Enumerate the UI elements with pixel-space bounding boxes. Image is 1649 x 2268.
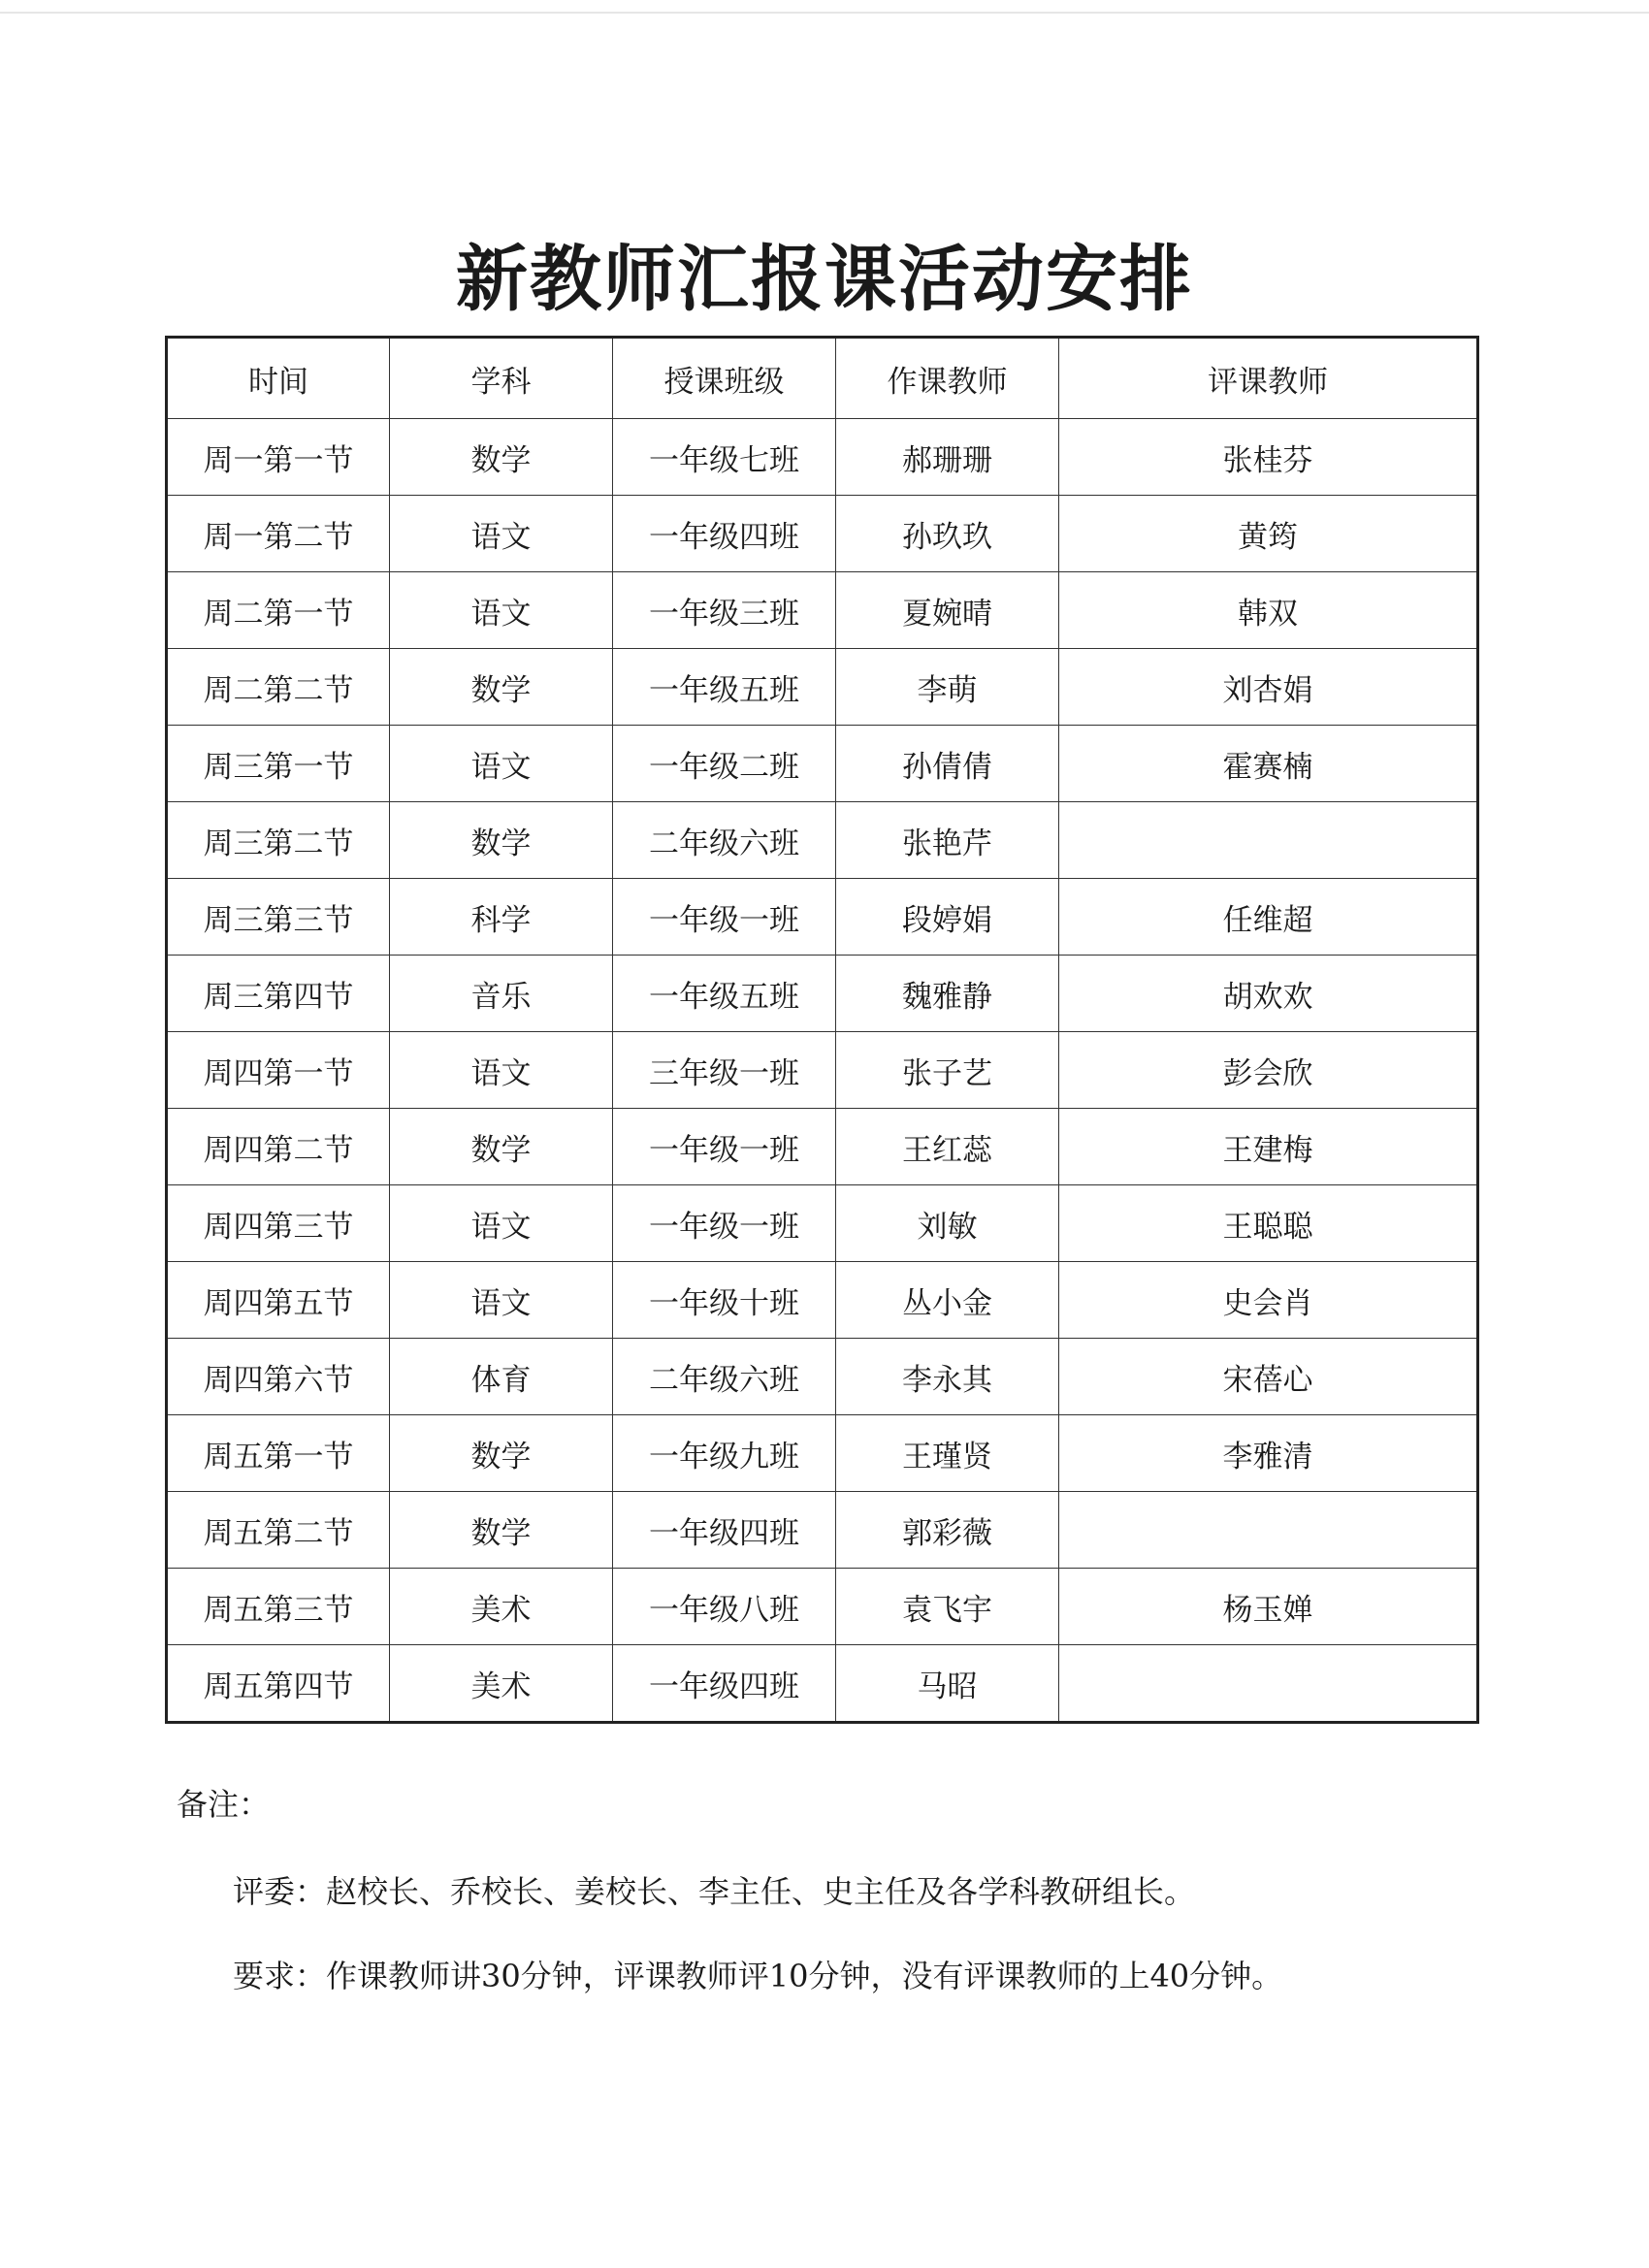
table-row — [167, 649, 1478, 726]
cell-reviewer: 黄筠 — [1059, 496, 1478, 572]
cell-teacher: 夏婉晴 — [836, 572, 1059, 649]
table-row — [167, 1185, 1478, 1262]
table-header-row — [167, 338, 1478, 419]
cell-time: 周三第一节 — [167, 726, 390, 802]
table-row — [167, 802, 1478, 879]
cell-subject: 数学 — [390, 1492, 613, 1569]
cell-reviewer: 韩双 — [1059, 572, 1478, 649]
cell-teacher: 马昭 — [836, 1645, 1059, 1723]
cell-subject: 语文 — [390, 1032, 613, 1109]
cell-subject: 音乐 — [390, 956, 613, 1032]
cell-class: 一年级七班 — [613, 419, 836, 496]
header-class: 授课班级 — [613, 338, 836, 419]
table-row — [167, 1569, 1478, 1645]
cell-reviewer: 刘杏娟 — [1059, 649, 1478, 726]
cell-class: 三年级一班 — [613, 1032, 836, 1109]
cell-reviewer: 杨玉婵 — [1059, 1569, 1478, 1645]
cell-time: 周二第二节 — [167, 649, 390, 726]
cell-class: 一年级二班 — [613, 726, 836, 802]
cell-class: 一年级四班 — [613, 1645, 836, 1723]
cell-reviewer: 彭会欣 — [1059, 1032, 1478, 1109]
cell-class: 一年级九班 — [613, 1415, 836, 1492]
cell-subject: 美术 — [390, 1569, 613, 1645]
cell-teacher: 段婷娟 — [836, 879, 1059, 956]
cell-time: 周一第二节 — [167, 496, 390, 572]
header-teacher: 作课教师 — [836, 338, 1059, 419]
scan-edge — [0, 12, 1649, 14]
cell-subject: 数学 — [390, 419, 613, 496]
cell-reviewer: 王聪聪 — [1059, 1185, 1478, 1262]
cell-teacher: 刘敏 — [836, 1185, 1059, 1262]
cell-reviewer: 霍赛楠 — [1059, 726, 1478, 802]
cell-time: 周四第六节 — [167, 1339, 390, 1415]
cell-subject: 语文 — [390, 726, 613, 802]
table-row — [167, 1109, 1478, 1185]
cell-teacher: 王红蕊 — [836, 1109, 1059, 1185]
cell-class: 一年级十班 — [613, 1262, 836, 1339]
cell-subject: 语文 — [390, 1262, 613, 1339]
cell-time: 周四第三节 — [167, 1185, 390, 1262]
cell-subject: 科学 — [390, 879, 613, 956]
page-title: 新教师汇报课活动安排 — [456, 238, 1193, 321]
cell-class: 二年级六班 — [613, 802, 836, 879]
cell-reviewer: 宋蓓心 — [1059, 1339, 1478, 1415]
table-row — [167, 496, 1478, 572]
cell-subject: 美术 — [390, 1645, 613, 1723]
cell-subject: 语文 — [390, 1185, 613, 1262]
cell-class: 一年级四班 — [613, 496, 836, 572]
header-subject: 学科 — [390, 338, 613, 419]
cell-reviewer — [1059, 1492, 1478, 1569]
cell-time: 周五第三节 — [167, 1569, 390, 1645]
cell-teacher: 李永其 — [836, 1339, 1059, 1415]
cell-reviewer: 胡欢欢 — [1059, 956, 1478, 1032]
cell-class: 二年级六班 — [613, 1339, 836, 1415]
cell-time: 周一第一节 — [167, 419, 390, 496]
cell-reviewer: 史会肖 — [1059, 1262, 1478, 1339]
cell-time: 周二第一节 — [167, 572, 390, 649]
header-time: 时间 — [167, 338, 390, 419]
cell-class: 一年级四班 — [613, 1492, 836, 1569]
cell-subject: 语文 — [390, 572, 613, 649]
cell-reviewer: 李雅清 — [1059, 1415, 1478, 1492]
cell-class: 一年级一班 — [613, 1109, 836, 1185]
cell-time: 周四第一节 — [167, 1032, 390, 1109]
cell-subject: 数学 — [390, 1109, 613, 1185]
table-row — [167, 1262, 1478, 1339]
cell-teacher: 丛小金 — [836, 1262, 1059, 1339]
remarks-requirement: 要求：作课教师讲30分钟，评课教师评10分钟，没有评课教师的上40分钟。 — [233, 1958, 1283, 1994]
cell-class: 一年级三班 — [613, 572, 836, 649]
table-row — [167, 1492, 1478, 1569]
cell-class: 一年级五班 — [613, 649, 836, 726]
cell-teacher: 孙倩倩 — [836, 726, 1059, 802]
cell-teacher: 李萌 — [836, 649, 1059, 726]
cell-time: 周三第二节 — [167, 802, 390, 879]
cell-teacher: 王瑾贤 — [836, 1415, 1059, 1492]
cell-teacher: 张艳芹 — [836, 802, 1059, 879]
table-row — [167, 572, 1478, 649]
cell-reviewer: 张桂芬 — [1059, 419, 1478, 496]
schedule-table — [165, 336, 1479, 1724]
cell-teacher: 郭彩薇 — [836, 1492, 1059, 1569]
table-row — [167, 1032, 1478, 1109]
cell-teacher: 魏雅静 — [836, 956, 1059, 1032]
table-row — [167, 726, 1478, 802]
cell-time: 周三第四节 — [167, 956, 390, 1032]
cell-class: 一年级一班 — [613, 1185, 836, 1262]
cell-subject: 语文 — [390, 496, 613, 572]
cell-time: 周四第五节 — [167, 1262, 390, 1339]
table-row — [167, 419, 1478, 496]
table-row — [167, 879, 1478, 956]
cell-time: 周五第二节 — [167, 1492, 390, 1569]
cell-time: 周五第一节 — [167, 1415, 390, 1492]
cell-time: 周三第三节 — [167, 879, 390, 956]
cell-teacher: 郝珊珊 — [836, 419, 1059, 496]
remarks-judges: 评委：赵校长、乔校长、姜校长、李主任、史主任及各学科教研组长。 — [233, 1873, 1196, 1910]
cell-class: 一年级八班 — [613, 1569, 836, 1645]
cell-time: 周四第二节 — [167, 1109, 390, 1185]
cell-subject: 数学 — [390, 1415, 613, 1492]
cell-class: 一年级五班 — [613, 956, 836, 1032]
cell-teacher: 袁飞宇 — [836, 1569, 1059, 1645]
cell-subject: 数学 — [390, 649, 613, 726]
table-row — [167, 1645, 1478, 1723]
table-row — [167, 1339, 1478, 1415]
header-reviewer: 评课教师 — [1059, 338, 1478, 419]
cell-class: 一年级一班 — [613, 879, 836, 956]
cell-reviewer — [1059, 802, 1478, 879]
cell-teacher: 孙玖玖 — [836, 496, 1059, 572]
remarks-heading: 备注： — [177, 1786, 271, 1823]
cell-subject: 体育 — [390, 1339, 613, 1415]
cell-reviewer: 任维超 — [1059, 879, 1478, 956]
table-row — [167, 956, 1478, 1032]
table-row — [167, 1415, 1478, 1492]
cell-time: 周五第四节 — [167, 1645, 390, 1723]
cell-reviewer: 王建梅 — [1059, 1109, 1478, 1185]
cell-subject: 数学 — [390, 802, 613, 879]
cell-teacher: 张子艺 — [836, 1032, 1059, 1109]
cell-reviewer — [1059, 1645, 1478, 1723]
